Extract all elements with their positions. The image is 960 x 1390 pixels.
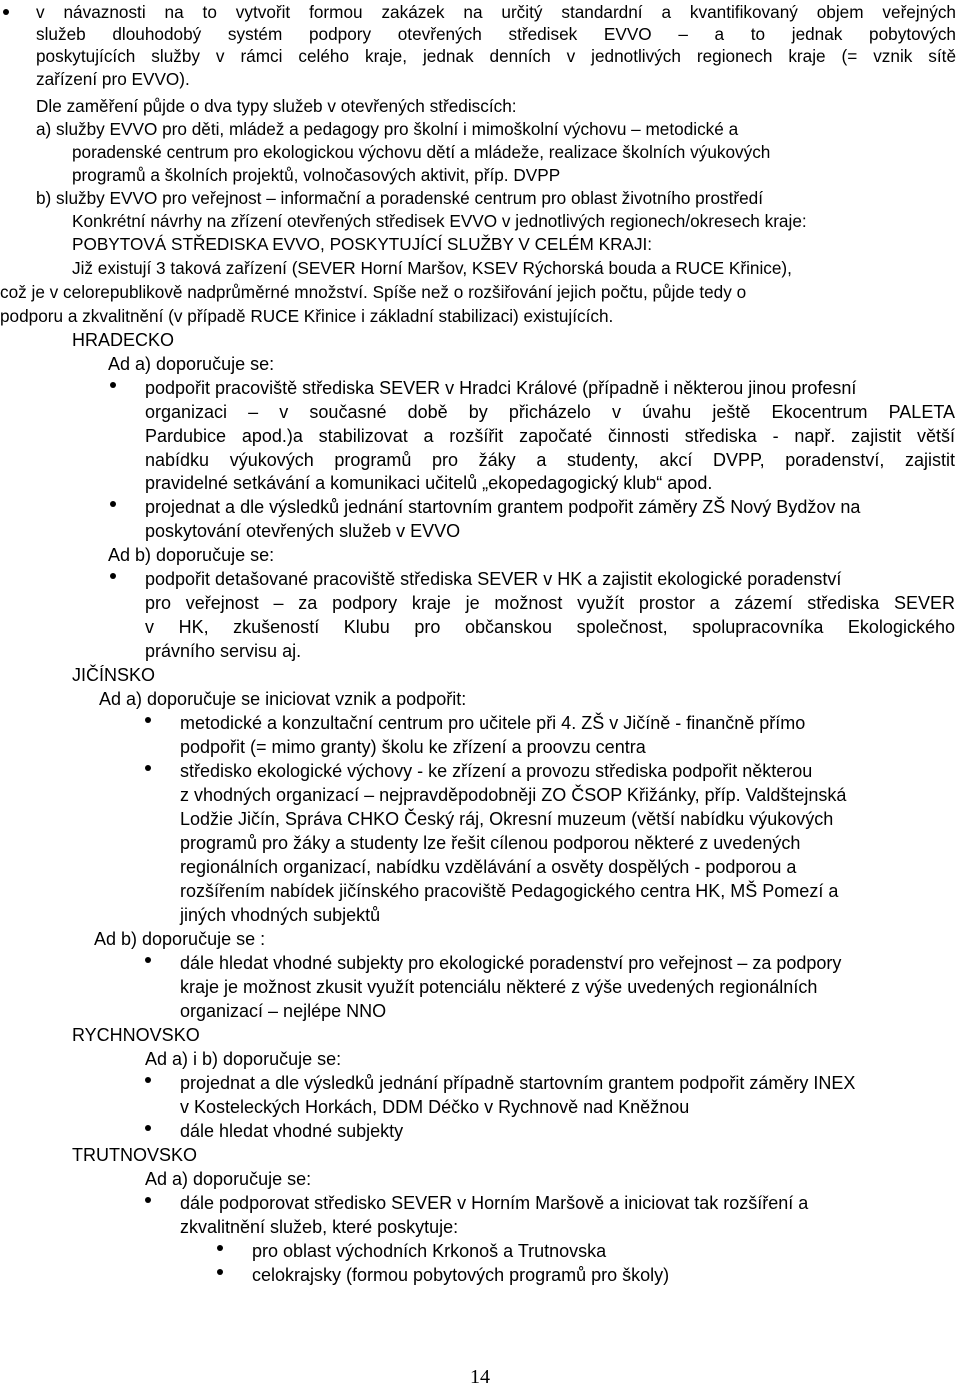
list-item: v HK, zkušeností Klubu pro občanskou společnost, spolupracovníka Ekologického — [145, 617, 955, 637]
page-number: 14 — [470, 1366, 490, 1388]
list-item: dále podporovat středisko SEVER v Horním Maršově a iniciovat tak rozšíření a — [180, 1193, 809, 1213]
bullet — [110, 573, 116, 579]
paragraph-line: služeb dlouhodobý systém podpory otevřených středisek EVVO – a to jednak pobytových — [36, 24, 956, 44]
list-item: organizací – nejlépe NNO — [180, 1001, 387, 1021]
paragraph-line: Již existují 3 taková zařízení (SEVER Horní Maršov, KSEV Rýchorská bouda a RUCE Křinice), — [72, 258, 792, 278]
section-heading: POBYTOVÁ STŘEDISKA EVVO, POSKYTUJÍCÍ SLUŽBY V CELÉM KRAJI: — [72, 234, 653, 254]
bullet — [145, 1125, 151, 1131]
list-item: dále hledat vhodné subjekty — [180, 1121, 404, 1141]
region-heading-trutnovsko: TRUTNOVSKO — [72, 1145, 198, 1165]
list-item: dále hledat vhodné subjekty pro ekologické poradenství pro veřejnost – za podpory — [180, 953, 842, 973]
paragraph-line: což je v celorepublikově nadprůměrné množství. Spíše než o rozšiřování jejich počtu, půjde tedy o — [0, 282, 747, 302]
paragraph-line: poradenské centrum pro ekologickou výchovu dětí a mládeže, realizace školních výukových — [72, 142, 771, 162]
list-item: středisko ekologické výchovy - ke zřízení a provozu střediska podpořit některou — [180, 761, 813, 781]
list-item: podpořit detašované pracoviště střediska SEVER v HK a zajistit ekologické poradenství — [145, 569, 842, 589]
region-heading-rychnovsko: RYCHNOVSKO — [72, 1025, 200, 1045]
bullet — [145, 957, 151, 963]
bullet — [217, 1245, 223, 1251]
subheading: Ad a) doporučuje se: — [145, 1169, 312, 1189]
list-item: rozšířením nabídek jičínského pracoviště Pedagogického centra HK, MŠ Pomezí a — [180, 881, 839, 901]
bullet — [110, 382, 116, 388]
list-item: nabídku výukových programů pro žáky a studenty, akcí DVPP, poradenství, zajistit — [145, 450, 955, 470]
list-item: organizaci – v současné době by přicházelo v úvahu ještě Ekocentrum PALETA — [145, 402, 955, 422]
list-item: pravidelné setkávání a komunikaci učitelů „ekopedagogický klub“ apod. — [145, 473, 713, 493]
list-item: poskytování otevřených služeb v EVVO — [145, 521, 461, 541]
list-item: pro veřejnost – za podpory kraje je možnost využít prostor a zázemí střediska SEVER — [145, 593, 955, 613]
list-item: projednat a dle výsledků jednání startovním grantem podpořit záměry ZŠ Nový Bydžov na — [145, 497, 861, 517]
list-item: regionálních organizací, nabídku vzdělávání a osvěty dospělých - podporou a — [180, 857, 797, 877]
list-item: podpořit (= mimo granty) školu ke zřízení a proovzu centra — [180, 737, 646, 757]
paragraph-line: poskytujících služby v rámci celého kraje, jednak denních v jednotlivých regionech kraje (= vznik sítě — [36, 46, 956, 66]
list-item: kraje je možnost zkusit využít potenciálu některé z výše uvedených regionálních — [180, 977, 818, 997]
bullet — [217, 1269, 223, 1275]
list-item-a: a) služby EVVO pro děti, mládež a pedagogy pro školní i mimoškolní výchovu – metodické a — [36, 119, 739, 139]
bullet — [145, 1197, 151, 1203]
bullet — [145, 765, 151, 771]
list-item: metodické a konzultační centrum pro učitele při 4. ZŠ v Jičíně - finančně přímo — [180, 713, 806, 733]
list-item: projednat a dle výsledků jednání případně startovním grantem podpořit záměry INEX — [180, 1073, 856, 1093]
paragraph-line: podporu a zkvalitnění (v případě RUCE Křinice i základní stabilizaci) existujících. — [0, 306, 614, 326]
list-item: celokrajsky (formou pobytových programů pro školy) — [252, 1265, 670, 1285]
bullet — [145, 717, 151, 723]
list-item: programů pro žáky a studenty lze řešit cílenou podporou některé z uvedených — [180, 833, 801, 853]
subheading: Ad b) doporučuje se : — [94, 929, 266, 949]
bullet — [145, 1077, 151, 1083]
list-item: Pardubice apod.)a stabilizovat a rozšířit započaté činnosti střediska - např. zajistit větší — [145, 426, 955, 446]
bullet — [3, 9, 9, 15]
list-item: v Kosteleckých Horkách, DDM Déčko v Rychnově nad Kněžnou — [180, 1097, 690, 1117]
paragraph-line: Konkrétní návrhy na zřízení otevřených středisek EVVO v jednotlivých regionech/okresech kraje: — [72, 211, 807, 231]
list-item: zkvalitnění služeb, které poskytuje: — [180, 1217, 459, 1237]
paragraph-line: zařízení pro EVVO). — [36, 69, 190, 89]
list-item: pro oblast východních Krkonoš a Trutnovska — [252, 1241, 607, 1261]
region-heading-jicinsko: JIČÍNSKO — [72, 665, 156, 685]
paragraph-line: v návaznosti na to vytvořit formou zakázek na určitý standardní a kvantifikovaný objem veřejných — [36, 2, 956, 22]
list-item: Lodžie Jičín, Správa CHKO Český ráj, Okresní muzeum (větší nabídku výukových — [180, 809, 834, 829]
subheading: Ad a) i b) doporučuje se: — [145, 1049, 342, 1069]
list-item: z vhodných organizací – nejpravděpodobněji ZO ČSOP Křižánky, příp. Valdštejnská — [180, 785, 847, 805]
bullet — [110, 501, 116, 507]
region-heading-hradecko: HRADECKO — [72, 330, 175, 350]
paragraph-line: Dle zaměření půjde o dva typy služeb v otevřených střediscích: — [36, 96, 517, 116]
list-item: podpořit pracoviště střediska SEVER v Hradci Králové (případně i některou jinou profesní — [145, 378, 857, 398]
subheading: Ad a) doporučuje se: — [108, 354, 275, 374]
subheading: Ad b) doporučuje se: — [108, 545, 275, 565]
subheading: Ad a) doporučuje se iniciovat vznik a podpořit: — [99, 689, 467, 709]
list-item-b: b) služby EVVO pro veřejnost – informační a poradenské centrum pro oblast životního prostředí — [36, 188, 764, 208]
list-item: právního servisu aj. — [145, 641, 302, 661]
list-item: jiných vhodných subjektů — [180, 905, 381, 925]
paragraph-line: programů a školních projektů, volnočasových aktivit, příp. DVPP — [72, 165, 561, 185]
